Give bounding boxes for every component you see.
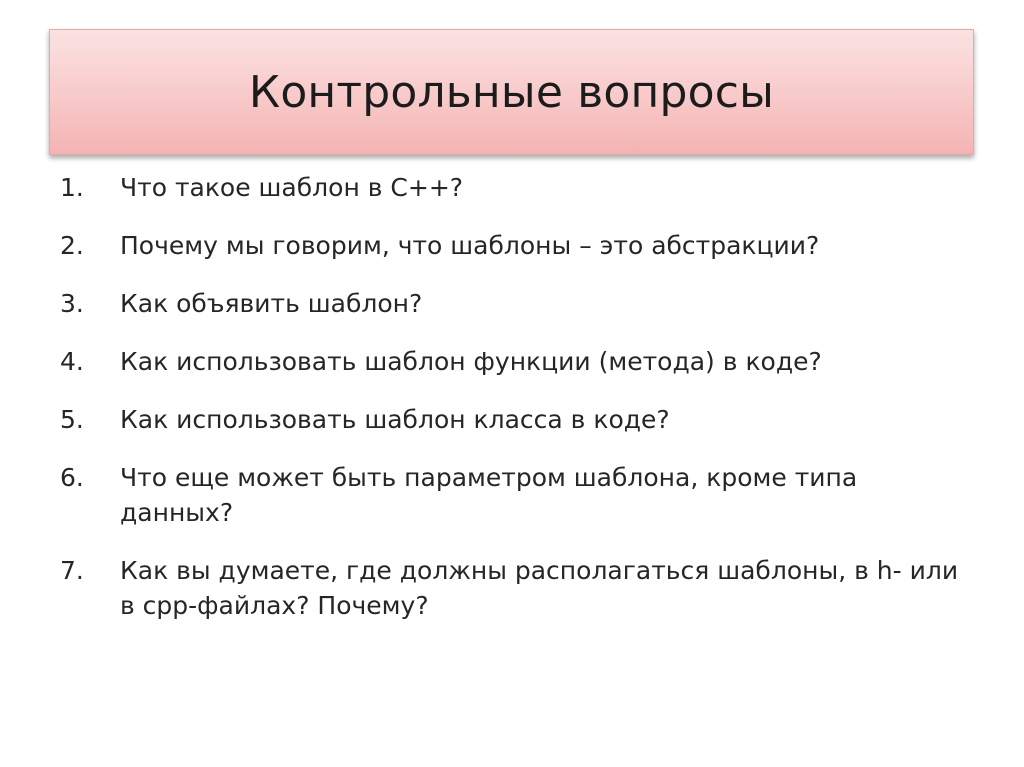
- question-item: [60, 170, 970, 205]
- question-item: [60, 228, 970, 263]
- question-number: 7.: [60, 556, 84, 585]
- question-list: [60, 170, 970, 646]
- title-box: [49, 29, 974, 155]
- question-number: 1.: [60, 173, 84, 202]
- question-number: 4.: [60, 347, 84, 376]
- slide-title: Контрольные вопросы: [248, 66, 775, 118]
- question-text: Что еще может быть параметром шаблона, кроме типа данных?: [120, 463, 858, 527]
- question-item: [60, 344, 970, 379]
- question-item: [60, 402, 970, 437]
- question-item: [60, 286, 970, 321]
- question-text: Как использовать шаблон функции (метода) в коде?: [120, 347, 822, 376]
- question-number: 6.: [60, 463, 84, 492]
- question-number: 2.: [60, 231, 84, 260]
- question-text: Как использовать шаблон класса в коде?: [120, 405, 670, 434]
- question-text: Как вы думаете, где должны располагаться шаблоны, в h- или в cpp-файлах? Почему?: [120, 556, 959, 620]
- question-item: [60, 460, 970, 530]
- question-number: 5.: [60, 405, 84, 434]
- question-number: 3.: [60, 289, 84, 318]
- question-item: [60, 553, 970, 623]
- question-text: Почему мы говорим, что шаблоны – это абстракции?: [120, 231, 820, 260]
- question-text: Как объявить шаблон?: [120, 289, 423, 318]
- question-text: Что такое шаблон в С++?: [120, 173, 464, 202]
